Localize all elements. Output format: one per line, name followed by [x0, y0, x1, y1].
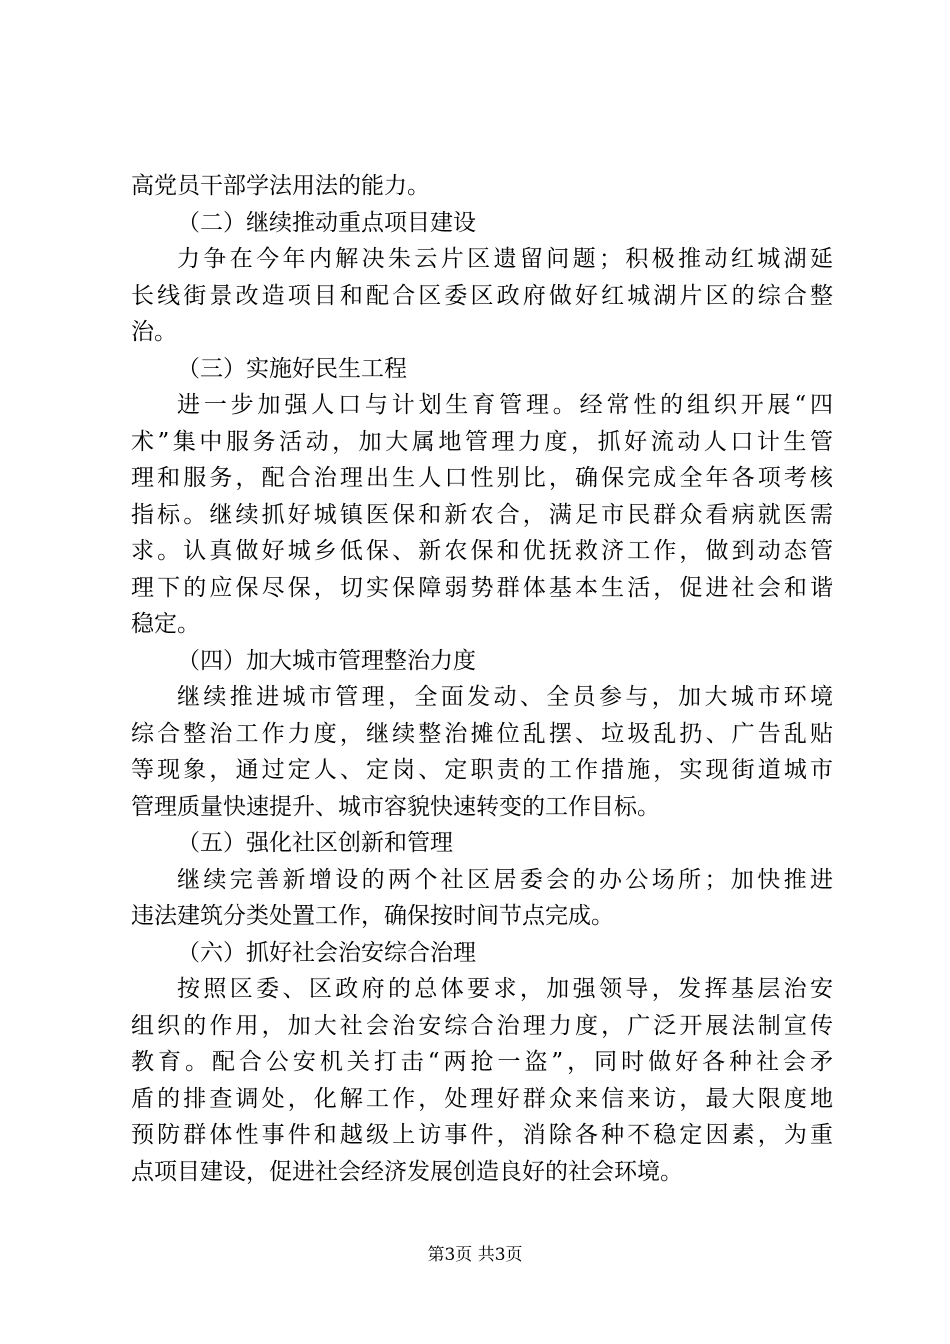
page-footer: 第3页 共3页	[427, 1245, 523, 1265]
paragraph-line: 盾的排查调处，化解工作，处理好群众来信来访，最大限度地	[131, 1085, 833, 1112]
paragraph-line: 等现象，通过定人、定岗、定职责的工作措施，实现街道城市	[131, 757, 833, 783]
paragraph-line: 管理质量快速提升、城市容貌快速转变的工作目标。	[131, 793, 660, 820]
paragraph-line: 理下的应保尽保，切实保障弱势群体基本生活，促进社会和谐	[131, 574, 833, 601]
paragraph-line: 综合整治工作力度，继续整治摊位乱摆、垃圾乱扔、广告乱贴	[131, 720, 833, 747]
section-heading: （三）实施好民生工程	[177, 355, 407, 382]
paragraph-line: 长线街景改造项目和配合区委区政府做好红城湖片区的综合整	[131, 282, 833, 309]
paragraph-line: 治。	[131, 319, 177, 345]
paragraph-line: 组织的作用，加大社会治安综合治理力度，广泛开展法制宣传	[131, 1012, 833, 1039]
document-body	[131, 168, 833, 1190]
paragraph-line: 继续推进城市管理，全面发动、全员参与，加大城市环境	[177, 684, 833, 710]
paragraph-line: 教育。配合公安机关打击“两抢一盗”，同时做好各种社会矛	[131, 1049, 833, 1075]
section-heading: （二）继续推动重点项目建设	[177, 209, 476, 236]
paragraph-line: 求。认真做好城乡低保、新农保和优抚救济工作，做到动态管	[131, 538, 833, 564]
paragraph-line: 理和服务，配合治理出生人口性别比，确保完成全年各项考核	[131, 465, 833, 491]
section-heading: （四）加大城市管理整治力度	[177, 647, 476, 674]
section-heading: （六）抓好社会治安综合治理	[177, 939, 476, 966]
paragraph-line: 预防群体性事件和越级上访事件，消除各种不稳定因素，为重	[131, 1122, 833, 1148]
paragraph-line: 稳定。	[131, 611, 200, 637]
paragraph-line: 继续完善新增设的两个社区居委会的办公场所；加快推进	[177, 866, 833, 893]
paragraph-line: 指标。继续抓好城镇医保和新农合，满足市民群众看病就医需	[131, 501, 833, 528]
section-heading: （五）强化社区创新和管理	[177, 830, 453, 856]
paragraph-line: 术”集中服务活动，加大属地管理力度，抓好流动人口计生管	[131, 428, 833, 455]
paragraph-line: 力争在今年内解决朱云片区遗留问题；积极推动红城湖延	[177, 246, 833, 272]
paragraph-line: 高党员干部学法用法的能力。	[131, 173, 430, 199]
paragraph-line: 进一步加强人口与计划生育管理。经常性的组织开展“四	[177, 392, 833, 418]
paragraph-line: 点项目建设，促进社会经济发展创造良好的社会环境。	[131, 1158, 683, 1185]
paragraph-line: 按照区委、区政府的总体要求，加强领导，发挥基层治安	[177, 976, 833, 1002]
paragraph-line: 违法建筑分类处置工作，确保按时间节点完成。	[131, 903, 614, 929]
